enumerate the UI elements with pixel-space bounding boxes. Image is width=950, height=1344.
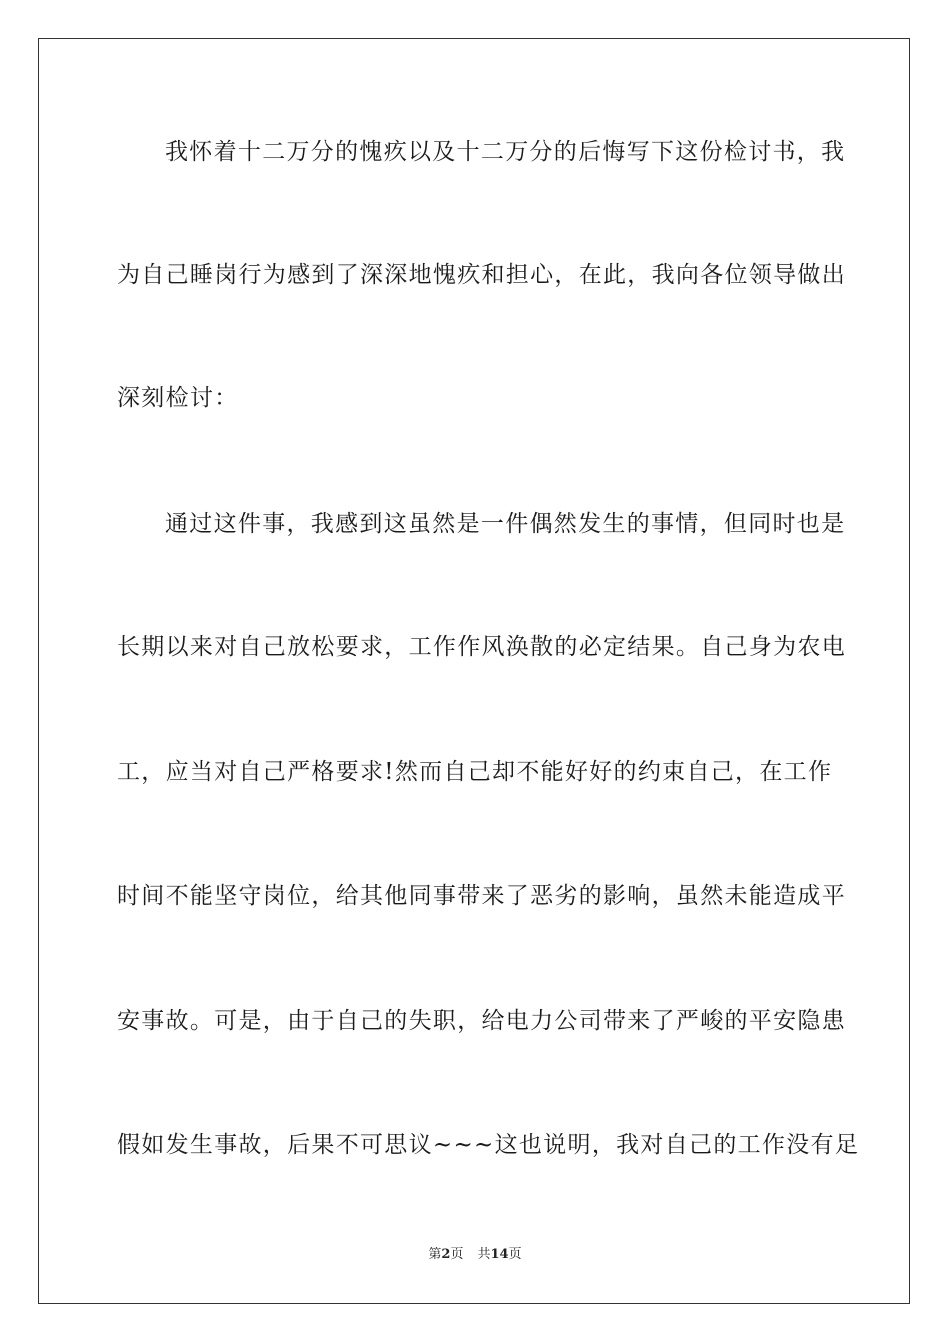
total-suffix: 页	[508, 1247, 522, 1262]
body-line-5: 长期以来对自己放松要求，工作作风涣散的必定结果。自己身为农电	[117, 634, 846, 660]
body-line-1: 我怀着十二万分的愧疚以及十二万分的后悔写下这份检讨书，我	[165, 139, 846, 165]
page-suffix: 页	[450, 1247, 464, 1262]
body-line-2: 为自己睡岗行为感到了深深地愧疚和担心，在此，我向各位领导做出	[117, 262, 846, 288]
total-prefix: 共	[477, 1247, 491, 1262]
page-border	[38, 38, 910, 1304]
body-line-4: 通过这件事，我感到这虽然是一件偶然发生的事情，但同时也是	[165, 511, 846, 537]
page-prefix: 第	[428, 1247, 442, 1262]
body-line-7: 时间不能坚守岗位，给其他同事带来了恶劣的影响，虽然未能造成平	[117, 883, 846, 909]
total-pages: 14	[490, 1247, 509, 1262]
page-footer	[0, 1247, 950, 1263]
body-line-3: 深刻检讨：	[117, 385, 239, 411]
body-line-8: 安事故。可是，由于自己的失职，给电力公司带来了严峻的平安隐患	[117, 1008, 846, 1034]
body-line-9: 假如发生事故，后果不可思议~~~这也说明，我对自己的工作没有足	[117, 1132, 860, 1158]
body-line-6: 工，应当对自己严格要求!然而自己却不能好好的约束自己，在工作	[117, 759, 833, 785]
page-number: 2	[441, 1247, 451, 1262]
